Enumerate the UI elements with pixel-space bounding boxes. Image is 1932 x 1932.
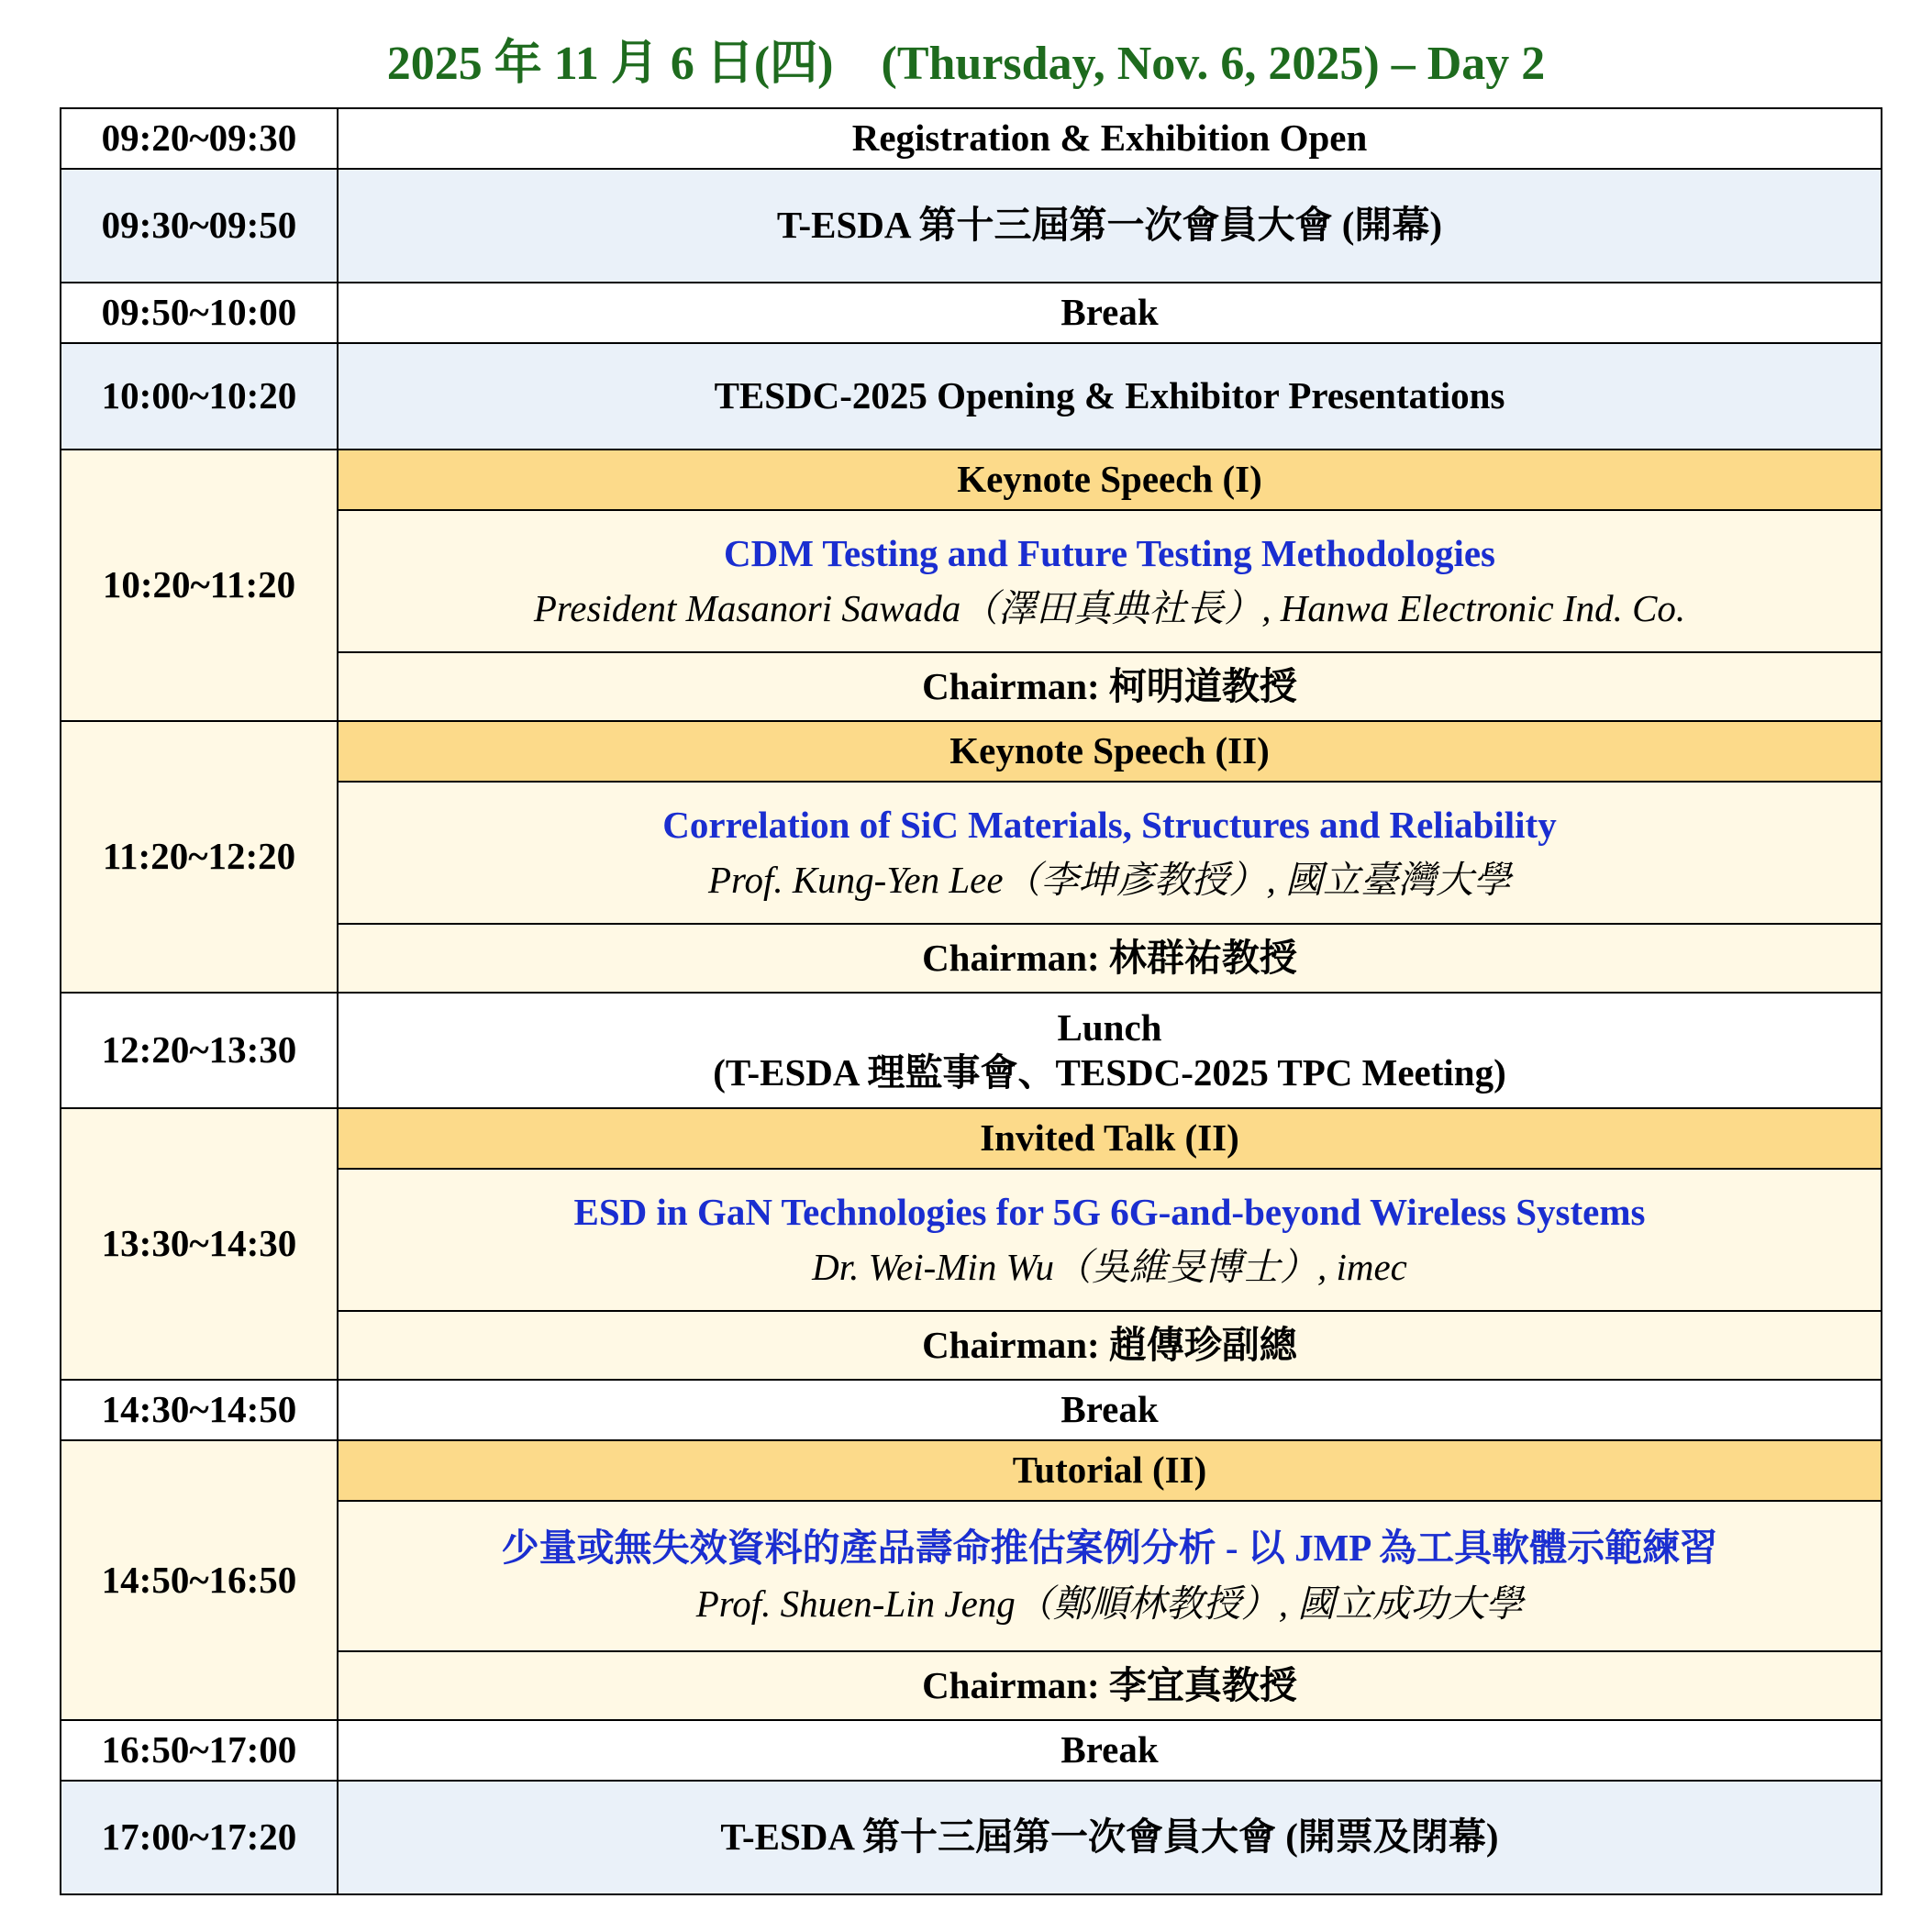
time-cell: 09:30~09:50 (61, 169, 338, 283)
chairman: Chairman: 林群祐教授 (338, 924, 1882, 993)
chairman: Chairman: 李宜真教授 (338, 1651, 1882, 1720)
talk-title: CDM Testing and Future Testing Methodologies (723, 532, 1495, 575)
time-cell: 10:00~10:20 (61, 343, 338, 450)
schedule-row (61, 343, 1882, 450)
session-header: Keynote Speech (I) (338, 450, 1882, 510)
schedule-row (61, 108, 1882, 169)
event-cell (338, 993, 1882, 1108)
chairman: Chairman: 趙傳珍副總 (338, 1311, 1882, 1380)
time-cell: 10:20~11:20 (61, 450, 338, 721)
schedule-row (61, 1720, 1882, 1781)
page-title: 2025 年 11 月 6 日(四) (Thursday, Nov. 6, 2025) – Day 2 (386, 38, 1546, 90)
talk-title: Correlation of SiC Materials, Structures and Reliability (662, 804, 1557, 847)
session-header-row (61, 1108, 1882, 1169)
event-line: (T-ESDA 理監事會、TESDC-2025 TPC Meeting) (713, 1051, 1506, 1094)
speaker: President Masanori Sawada（澤田真典社長）, Hanwa Electronic Ind. Co. (533, 586, 1686, 629)
talk-title: ESD in GaN Technologies for 5G 6G-and-beyond Wireless Systems (573, 1191, 1646, 1234)
time-cell: 11:20~12:20 (61, 721, 338, 993)
schedule-row (61, 993, 1882, 1108)
event-cell: TESDC-2025 Opening & Exhibitor Presentations (338, 343, 1882, 450)
event-cell: T-ESDA 第十三屆第一次會員大會 (開幕) (338, 169, 1882, 283)
time-cell: 12:20~13:30 (61, 993, 338, 1108)
event-cell: Break (338, 1380, 1882, 1440)
event-cell: T-ESDA 第十三屆第一次會員大會 (開票及閉幕) (338, 1781, 1882, 1894)
time-cell: 14:30~14:50 (61, 1380, 338, 1440)
schedule-row (61, 169, 1882, 283)
talk-title: 少量或無失效資料的產品壽命推估案例分析 - 以 JMP 為工具軟體示範練習 (501, 1526, 1718, 1569)
time-cell: 09:20~09:30 (61, 108, 338, 169)
session-header: Keynote Speech (II) (338, 721, 1882, 782)
session-header-row (61, 1440, 1882, 1501)
talk-cell (338, 510, 1882, 652)
time-cell: 09:50~10:00 (61, 283, 338, 343)
talk-cell (338, 1501, 1882, 1651)
talk-cell (338, 1169, 1882, 1311)
session-header: Tutorial (II) (338, 1440, 1882, 1501)
speaker: Dr. Wei-Min Wu（吳維旻博士）, imec (812, 1245, 1407, 1288)
chairman: Chairman: 柯明道教授 (338, 652, 1882, 721)
speaker: Prof. Shuen-Lin Jeng（鄭順林教授）, 國立成功大學 (695, 1582, 1524, 1625)
schedule-row (61, 1781, 1882, 1894)
schedule-table (60, 107, 1882, 1895)
speaker: Prof. Kung-Yen Lee（李坤彥教授）, 國立臺灣大學 (707, 858, 1512, 901)
time-cell: 14:50~16:50 (61, 1440, 338, 1720)
schedule-row (61, 283, 1882, 343)
schedule-row (61, 1380, 1882, 1440)
session-header-row (61, 721, 1882, 782)
event-cell: Break (338, 283, 1882, 343)
session-header: Invited Talk (II) (338, 1108, 1882, 1169)
event-cell: Registration & Exhibition Open (338, 108, 1882, 169)
event-line: Lunch (1057, 1005, 1162, 1049)
time-cell: 13:30~14:30 (61, 1108, 338, 1380)
session-header-row (61, 450, 1882, 510)
talk-cell (338, 782, 1882, 924)
time-cell: 17:00~17:20 (61, 1781, 338, 1894)
time-cell: 16:50~17:00 (61, 1720, 338, 1781)
event-cell: Break (338, 1720, 1882, 1781)
